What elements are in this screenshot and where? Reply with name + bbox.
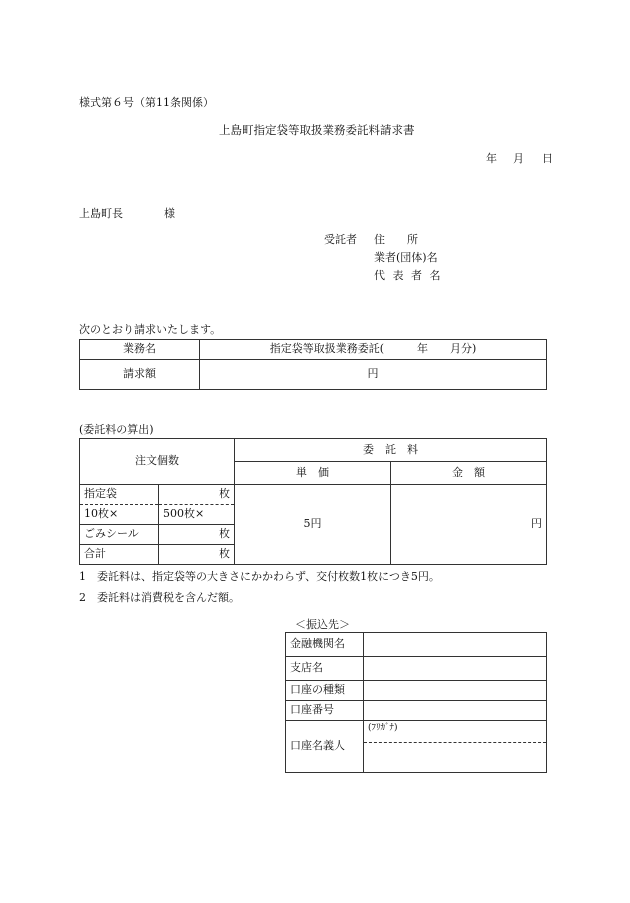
calc-heading: (委託料の算出) [79, 423, 154, 436]
bank-institution-label: 金融機関名 [286, 633, 364, 657]
account-type-field [364, 681, 547, 701]
account-number-field [364, 701, 547, 721]
bank-table [285, 632, 547, 773]
addressee-name: 上島町長 [79, 207, 123, 220]
amount-value: 円 [391, 485, 547, 565]
row-total-label: 合計 [80, 545, 159, 565]
address-label: 住 所 [374, 233, 418, 246]
row-bag-label: 指定袋 [80, 485, 159, 505]
bank-branch-label: 支店名 [286, 657, 364, 681]
contractor-role: 受託者 [324, 233, 357, 246]
furigana-label: (ﾌﾘｶﾞﾅ) [368, 723, 398, 733]
intro-text: 次のとおり請求いたします。 [79, 323, 222, 336]
unit-price-value: 5円 [235, 485, 391, 565]
bank-branch-field [364, 657, 547, 681]
fee-header: 委 託 料 [235, 439, 547, 462]
business-name-value: 指定袋等取扱業務委託( 年 月分) [200, 340, 547, 360]
row-bag-unit: 枚 [159, 485, 235, 505]
order-count-header: 注文個数 [80, 439, 235, 485]
row-total-unit: 枚 [159, 545, 235, 565]
request-table [79, 339, 547, 390]
amount-header: 金 額 [391, 462, 547, 485]
calc-table [79, 438, 547, 565]
account-holder-label: 口座名義人 [286, 721, 364, 773]
form-number: 様式第６号（第11条関係） [79, 96, 214, 109]
business-name-label: 業者(団体)名 [374, 251, 438, 264]
account-type-label: 口座の種類 [286, 681, 364, 701]
claim-amount-value [200, 360, 547, 390]
row-500-sheets: 500枚× [159, 505, 235, 525]
addressee-honorific: 様 [164, 207, 175, 220]
claim-amount-header: 請求額 [80, 360, 200, 390]
furigana-field [364, 721, 547, 743]
unit-price-header: 単 価 [235, 462, 391, 485]
bank-heading: ＜振込先＞ [295, 618, 350, 631]
business-name-header: 業務名 [80, 340, 200, 360]
representative-label: 代 表 者 名 [374, 269, 443, 282]
document-title: 上島町指定袋等取扱業務委託料請求書 [219, 123, 415, 137]
row-sticker-label: ごみシール [80, 525, 159, 545]
date-day-label: 日 [542, 152, 553, 165]
account-number-label: 口座番号 [286, 701, 364, 721]
row-sticker-unit: 枚 [159, 525, 235, 545]
row-10-sheets: 10枚× [80, 505, 159, 525]
note-2: 2 委託料は消費税を含んだ額。 [79, 591, 240, 604]
date-year-label: 年 [486, 152, 497, 165]
bank-institution-field [364, 633, 547, 657]
note-1: 1 委託料は、指定袋等の大きさにかかわらず、交付枚数1枚につき5円。 [79, 570, 440, 583]
account-holder-field [364, 743, 547, 773]
yen-unit: 円 [367, 367, 379, 381]
date-month-label: 月 [513, 152, 524, 165]
